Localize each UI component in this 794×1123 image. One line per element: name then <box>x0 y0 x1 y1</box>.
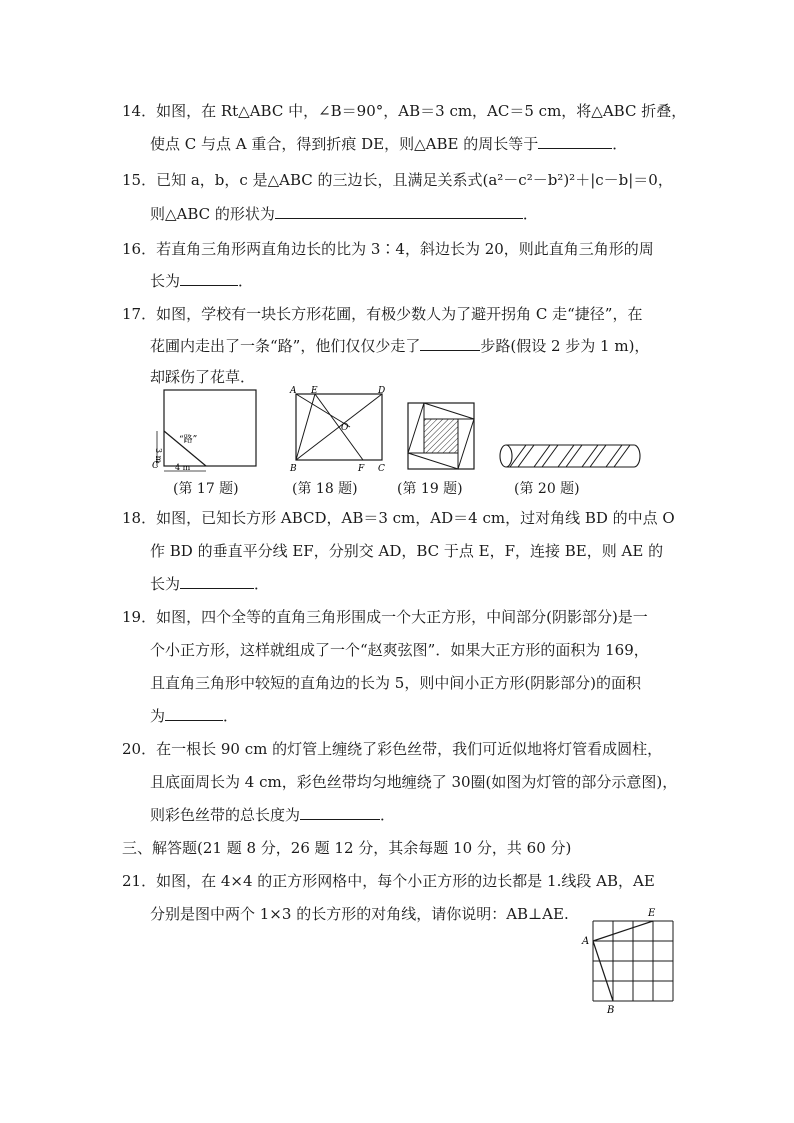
point-A-label: A <box>290 386 297 396</box>
grid-4x4 <box>593 921 673 1001</box>
answer-blank-18[interactable] <box>180 574 254 589</box>
tube-end <box>500 445 512 467</box>
figure-21 <box>580 905 680 1015</box>
section-3-heading: 三、解答题(21 题 8 分，26 题 12 分，其余每题 10 分，共 60 分) <box>122 839 572 857</box>
problem-18-line-2: 作 BD 的垂直平分线 EF，分别交 AD，BC 于点 E，F，连接 BE，则 AE 的 <box>150 542 664 560</box>
problem-17-text-a: 花圃内走出了一条“路”，他们仅仅少走了 <box>150 337 421 355</box>
shaded-small-square <box>424 419 458 453</box>
problem-16-text: 长为 <box>150 272 181 290</box>
problem-18-text: 长为 <box>150 575 181 593</box>
answer-blank-19[interactable] <box>165 706 223 721</box>
caption-18: (第 18 题) <box>292 481 358 497</box>
point-A-label: A <box>582 936 590 947</box>
point-O-label: O <box>341 423 349 433</box>
problem-19-line-4 <box>150 706 238 726</box>
problem-16-line-2 <box>150 271 253 291</box>
point-E-label: E <box>648 908 656 919</box>
answer-blank-15[interactable] <box>275 204 523 219</box>
problem-16-end: ． <box>238 272 254 290</box>
problem-18-end: ． <box>254 575 270 593</box>
point-B-label: B <box>290 464 297 474</box>
problem-18-line-3 <box>150 574 269 594</box>
caption-19: (第 19 题) <box>397 481 463 497</box>
figure-18 <box>286 384 392 474</box>
figure-19 <box>405 400 477 472</box>
problem-16-line-1: 16．若直角三角形两直角边长的比为 3∶4，斜边长为 20，则此直角三角形的周 <box>122 240 654 258</box>
label-3m: 3 m <box>154 448 163 464</box>
problem-19-line-1: 19．如图，四个全等的直角三角形围成一个大正方形，中间部分(阴影部分)是一 <box>122 608 648 626</box>
answer-blank-17[interactable] <box>420 336 480 351</box>
segment-AE <box>593 921 653 941</box>
problem-20-line-1: 20．在一根长 90 cm 的灯管上缠绕了彩色丝带，我们可近似地将灯管看成圆柱， <box>122 740 663 758</box>
problem-15-text: 则△ABC 的形状为 <box>150 205 275 223</box>
caption-17: (第 17 题) <box>173 481 239 497</box>
problem-17-text-b: 步路(假设 2 步为 1 m)， <box>480 337 650 355</box>
answer-blank-14[interactable] <box>538 134 612 149</box>
problem-17-line-2 <box>150 336 649 356</box>
point-C-label: C <box>378 464 385 474</box>
segment-EF <box>315 394 363 460</box>
problem-14-end: ． <box>612 135 628 153</box>
point-C-label: C <box>152 461 159 471</box>
flowerbed-rect <box>164 390 256 466</box>
problem-20-line-3 <box>150 805 395 825</box>
ribbon-bands <box>510 445 630 467</box>
segment-AB <box>593 941 613 1001</box>
problem-21-line-2: 分别是图中两个 1×3 的长方形的对角线，请你说明：AB⊥AE. <box>150 905 569 923</box>
problem-21-line-1: 21．如图，在 4×4 的正方形网格中，每个小正方形的边长都是 1.线段 AB，AE <box>122 872 655 890</box>
road-label: “路” <box>179 435 198 445</box>
problem-14-line-1: 14．如图，在 Rt△ABC 中，∠B＝90°，AB＝3 cm，AC＝5 cm，将△ABC 折叠， <box>122 102 687 120</box>
problem-19-line-2: 个小正方形，这样就组成了一个“赵爽弦图”．如果大正方形的面积为 169， <box>150 641 649 659</box>
point-F-label: F <box>358 464 365 474</box>
answer-blank-16[interactable] <box>180 271 238 286</box>
problem-15-line-1: 15．已知 a，b，c 是△ABC 的三边长，且满足关系式(a²－c²－b²)²＋|c－b|＝0， <box>122 171 673 189</box>
problem-14-line-2 <box>150 134 627 154</box>
point-E-label: E <box>311 386 318 396</box>
label-4m: 4 m <box>175 463 191 472</box>
point-B-label: B <box>607 1005 615 1015</box>
problem-14-text: 使点 C 与点 A 重合，得到折痕 DE，则△ABE 的周长等于 <box>150 135 539 153</box>
problem-20-end: ． <box>380 806 396 824</box>
problem-15-line-2 <box>150 204 538 224</box>
problem-19-end: ． <box>223 707 239 725</box>
problem-19-line-3: 且直角三角形中较短的直角边的长为 5，则中间小正方形(阴影部分)的面积 <box>150 674 642 692</box>
figure-17 <box>148 386 260 474</box>
problem-20-line-2: 且底面周长为 4 cm，彩色丝带均匀地缠绕了 30圈(如图为灯管的部分示意图)， <box>150 773 678 791</box>
point-D-label: D <box>378 386 386 396</box>
problem-20-text: 则彩色丝带的总长度为 <box>150 806 301 824</box>
problem-19-text: 为 <box>150 707 166 725</box>
answer-blank-20[interactable] <box>300 805 380 820</box>
problem-17-line-1: 17．如图，学校有一块长方形花圃，有极少数人为了避开拐角 C 走“捷径”，在 <box>122 305 643 323</box>
problem-17-line-3: 却踩伤了花草． <box>150 368 256 386</box>
problem-18-line-1: 18．如图，已知长方形 ABCD，AB＝3 cm，AD＝4 cm，过对角线 BD 的中点 O <box>122 509 675 527</box>
problem-15-end: ． <box>522 205 538 223</box>
caption-20: (第 20 题) <box>514 481 580 497</box>
figure-20 <box>496 440 646 472</box>
